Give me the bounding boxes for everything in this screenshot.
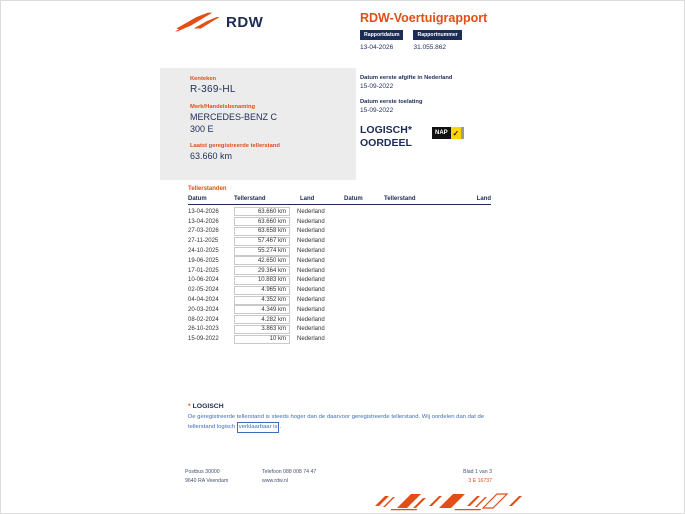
row-datum: 27-11-2025 [188, 238, 219, 245]
rdw-logo [175, 10, 263, 34]
row-tellerstand: 42.650 km [234, 256, 290, 265]
row-tellerstand: 63.660 km [234, 217, 290, 226]
header-tellerstand-2: Tellerstand [384, 196, 416, 202]
report-meta [360, 30, 462, 51]
footnote-heading [188, 403, 500, 410]
row-land: Nederland [297, 336, 325, 343]
row-land: Nederland [297, 287, 325, 294]
oordeel-line1: LOGISCH* [360, 124, 412, 136]
kenteken-label: Kenteken [190, 76, 217, 82]
table-row [188, 305, 491, 315]
row-tellerstand: 4.965 km [234, 286, 290, 295]
footnote-title: LOGISCH [192, 403, 224, 410]
row-land: Nederland [297, 267, 325, 274]
row-tellerstand: 55.274 km [234, 247, 290, 256]
row-datum: 08-02-2024 [188, 316, 219, 323]
afgifte-value: 15-09-2022 [360, 83, 394, 90]
page-title: RDW-Voertuigrapport [360, 11, 488, 25]
footnote-period: . [279, 424, 282, 431]
row-datum: 15-09-2022 [188, 336, 219, 343]
row-datum: 13-04-2026 [188, 208, 219, 215]
row-tellerstand: 3.863 km [234, 325, 290, 334]
verklaarbaar-link[interactable]: verklaarbaar is [237, 422, 280, 433]
nap-logo-text: NAP [432, 127, 451, 139]
table-title: Tellerstanden [188, 186, 227, 192]
toelating-label: Datum eerste toelating [360, 99, 423, 105]
header-datum: Datum [188, 196, 207, 202]
row-land: Nederland [297, 248, 325, 255]
table-row [188, 276, 491, 286]
rdw-track-decoration-icon [373, 492, 523, 512]
row-land: Nederland [297, 238, 325, 245]
rdw-logo-text: RDW [226, 13, 264, 31]
table-row [188, 334, 491, 344]
header-land: Land [300, 196, 315, 202]
row-datum: 10-06-2024 [188, 277, 219, 284]
row-land: Nederland [297, 306, 325, 313]
tellerstanden-table [188, 186, 491, 344]
footnote-asterisk: * [188, 403, 191, 410]
table-row [188, 325, 491, 335]
row-land: Nederland [297, 277, 325, 284]
rapportnummer-value: 31.055.862 [413, 44, 446, 51]
footer-address [185, 468, 228, 487]
row-tellerstand: 10.883 km [234, 276, 290, 285]
footer-address-line2: 9640 RA Veendam [185, 478, 229, 485]
row-land: Nederland [297, 316, 325, 323]
merk-value-line1: MERCEDES-BENZ C [190, 112, 278, 122]
rapportdatum-value: 13-04-2026 [360, 44, 394, 51]
nap-check-icon: ✓ [452, 128, 459, 138]
merk-label: Merk/Handelsbenaming [190, 104, 256, 110]
row-tellerstand: 4.352 km [234, 296, 290, 305]
rdw-logo-icon [175, 10, 221, 34]
table-header-group-right [344, 196, 491, 202]
row-datum: 04-04-2024 [188, 297, 219, 304]
rapportdatum-badge: Rapportdatum [360, 30, 403, 40]
vehicle-panel [160, 68, 356, 180]
row-datum: 13-04-2026 [188, 218, 219, 225]
row-datum: 20-03-2024 [188, 306, 219, 313]
rapportdatum-block [360, 30, 403, 51]
footer-page-indicator: Blad 1 van 3 [463, 469, 492, 475]
afgifte-label: Datum eerste afgifte in Nederland [360, 75, 453, 81]
table-row [188, 315, 491, 325]
table-row [188, 246, 491, 256]
row-tellerstand: 63.658 km [234, 227, 290, 236]
table-row [188, 256, 491, 266]
merk-value-line2: 300 E [190, 124, 214, 134]
footer-page-info [432, 468, 492, 487]
row-tellerstand: 57.467 km [234, 237, 290, 246]
row-tellerstand: 4.282 km [234, 315, 290, 324]
header-datum-2: Datum [344, 196, 363, 202]
row-datum: 24-10-2025 [188, 248, 219, 255]
table-row [188, 217, 491, 227]
footer-phone: Telefoon 088 008 74 47 [262, 469, 317, 475]
rapportnummer-badge: Rapportnummer [413, 30, 461, 40]
table-row [188, 236, 491, 246]
table-row [188, 295, 491, 305]
footnote-text: De geregistreerde tellerstand is steeds hoger dan de daarvoor geregistreerde tellerstand. Wij oordelen dan dat de tellerstand logisch [188, 414, 485, 431]
table-row [188, 266, 491, 276]
row-tellerstand: 63.660 km [234, 207, 290, 216]
row-datum: 26-10-2023 [188, 326, 219, 333]
row-land: Nederland [297, 208, 325, 215]
logisch-footnote [188, 403, 500, 433]
row-tellerstand: 10 km [234, 335, 290, 344]
footer-website-link[interactable]: www.rdw.nl [262, 478, 288, 485]
row-land: Nederland [297, 218, 325, 225]
nap-logo [432, 127, 464, 139]
row-datum: 19-06-2025 [188, 257, 219, 264]
tellerstanden-body [188, 207, 491, 344]
footer-contact [262, 468, 316, 487]
rapportnummer-block [413, 30, 461, 51]
table-header-group-left [188, 196, 344, 202]
table-row [188, 285, 491, 295]
nap-logo-tail [461, 127, 464, 139]
oordeel-line2: OORDEEL [360, 137, 412, 150]
header-tellerstand: Tellerstand [234, 196, 266, 202]
toelating-value: 15-09-2022 [360, 107, 394, 114]
table-header [188, 196, 491, 205]
row-land: Nederland [297, 257, 325, 264]
registration-info [360, 75, 510, 150]
row-datum: 17-01-2025 [188, 267, 219, 274]
footer-address-line1: Postbus 30000 [185, 469, 220, 475]
tellerstand-label: Laatst geregistreerde tellerstand [190, 143, 280, 149]
table-row [188, 227, 491, 237]
row-land: Nederland [297, 228, 325, 235]
footer-form-code: 3 E 16737 [468, 478, 492, 485]
row-datum: 27-03-2026 [188, 228, 219, 235]
footnote-body [188, 413, 500, 433]
header-land-2: Land [476, 196, 491, 202]
tellerstand-value: 63.660 km [190, 151, 233, 161]
row-datum: 02-05-2024 [188, 287, 219, 294]
kenteken-value: R-369-HL [190, 84, 236, 95]
row-land: Nederland [297, 297, 325, 304]
row-tellerstand: 4.349 km [234, 305, 290, 314]
table-row [188, 207, 491, 217]
row-land: Nederland [297, 326, 325, 333]
row-tellerstand: 29.364 km [234, 266, 290, 275]
